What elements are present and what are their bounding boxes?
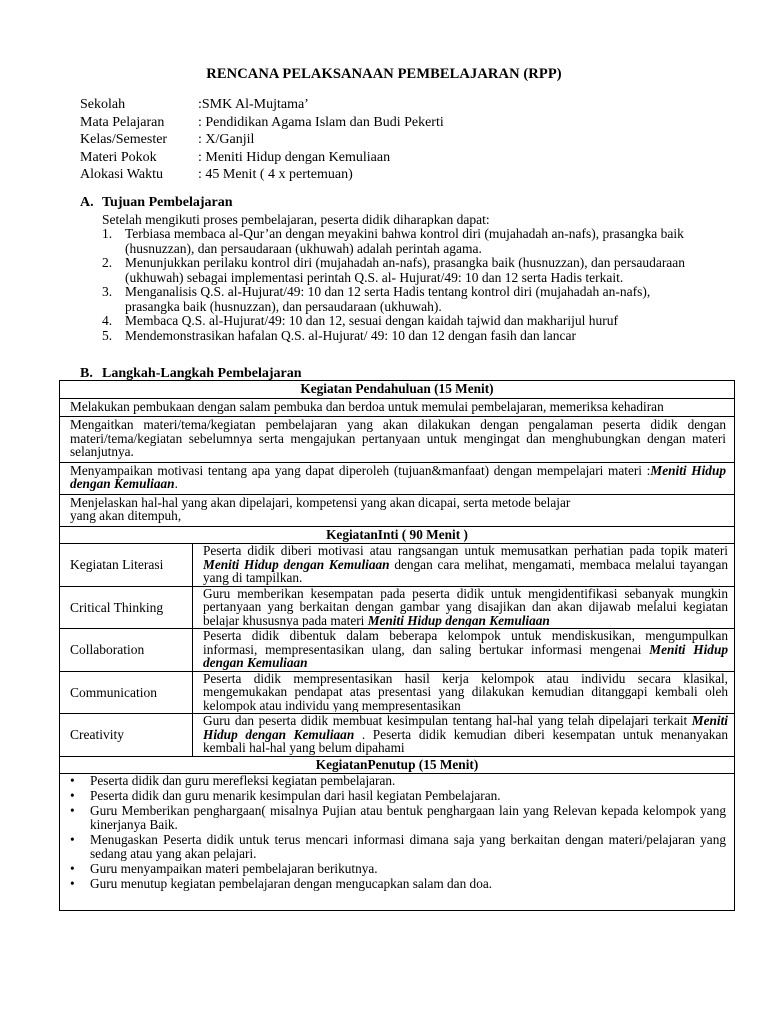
topic-emphasis: Meniti Hidup dengan Kemuliaan bbox=[203, 641, 728, 670]
pendahuluan-step bbox=[60, 494, 735, 526]
desc-text: Guru dan peserta didik membuat kesimpulan tentang hal-hal yang telah dipelajari terkait bbox=[203, 714, 692, 728]
item-number: 5. bbox=[102, 327, 113, 343]
pendahuluan-step: Mengaitkan materi/tema/kegiatan pembelajaran yang akan dilakukan dengan pengalaman peserta didik dengan materi/tema/kegiatan sebelumnya serta mengajukan pertanyaan untuk mengingat dan menghubungkan dengan materi selanjutnya. bbox=[60, 417, 735, 463]
table-row bbox=[60, 417, 735, 463]
penutup-list-cell bbox=[60, 774, 735, 911]
section-title: Tujuan Pembelajaran bbox=[102, 195, 233, 210]
item-text: Membaca Q.S. al-Hujurat/49: 10 dan 12, sesuai dengan kaidah tajwid dan makharijul huruf bbox=[125, 313, 618, 328]
bullet-icon: • bbox=[70, 773, 75, 788]
info-label: Materi Pokok bbox=[80, 149, 157, 165]
list-item bbox=[70, 788, 726, 803]
item-text: Menunjukkan perilaku kontrol diri (mujahadah an-nafs), prasangka baik (husnuzzan), dan persaudaraan (ukhuwah) sebagai implementasi perintah Q.S. al- Hujurat/49: 10 dan 12 serta Hadis terkait. bbox=[125, 255, 686, 285]
section-letter: A. bbox=[80, 195, 94, 210]
identity-block bbox=[80, 96, 444, 184]
section-letter: B. bbox=[80, 366, 93, 381]
item-text: Mendemonstrasikan hafalan Q.S. al-Hujurat/ 49: 10 dan 12 dengan fasih dan lancar bbox=[125, 327, 576, 343]
pendahuluan-step: Melakukan pembukaan dengan salam pembuka dan berdoa untuk memulai pembelajaran, memeriksa kehadiran bbox=[60, 398, 735, 417]
item-text: Guru menyampaikan materi pembelajaran berikutnya. bbox=[90, 861, 378, 876]
desc-text: Peserta didik diberi motivasi atau rangsangan untuk memusatkan perhatian pada topik materi bbox=[203, 544, 728, 558]
step-text: Menjelaskan hal-hal yang akan dipelajari, kompetensi yang akan dicapai, serta metode belajar bbox=[70, 494, 571, 510]
table-row bbox=[60, 381, 735, 399]
activity-label: Critical Thinking bbox=[60, 586, 193, 629]
list-item bbox=[70, 832, 726, 861]
desc-text: Peserta didik dibentuk dalam beberapa kelompok untuk mendiskusikan, mengumpulkan informasi, mempresentasikan ulang, dan saling bertukar informasi mengenai bbox=[203, 629, 728, 657]
step-text: yang akan ditempuh, bbox=[70, 508, 182, 523]
info-value: : Pendidikan Agama Islam dan Budi Pekerti bbox=[198, 114, 444, 130]
list-item bbox=[70, 876, 726, 891]
info-label: Mata Pelajaran bbox=[80, 114, 165, 130]
item-number: 4. bbox=[102, 313, 113, 328]
penutup-list bbox=[70, 774, 726, 891]
table-row bbox=[60, 398, 735, 417]
table-row bbox=[60, 544, 735, 587]
activity-label: Kegiatan Literasi bbox=[60, 544, 193, 587]
info-row-time bbox=[80, 166, 444, 184]
list-item bbox=[70, 773, 726, 788]
item-number: 2. bbox=[102, 255, 113, 270]
table-row bbox=[60, 671, 735, 714]
info-label: Kelas/Semester bbox=[80, 132, 168, 147]
info-value: : Meniti Hidup dengan Kemuliaan bbox=[198, 149, 391, 165]
document-title: RENCANA PELAKSANAAN PEMBELAJARAN (RPP) bbox=[206, 66, 562, 82]
info-label: Sekolah bbox=[80, 97, 126, 112]
table-row bbox=[60, 756, 735, 774]
topic-emphasis: Meniti Hidup dengan Kemuliaan bbox=[70, 462, 727, 491]
info-row-topic bbox=[80, 149, 444, 167]
bullet-icon: • bbox=[70, 803, 75, 818]
bullet-icon: • bbox=[70, 876, 75, 891]
item-text: Peserta didik dan guru menarik kesimpulan dari hasil kegiatan Pembelajaran. bbox=[90, 788, 501, 803]
info-row-school bbox=[80, 96, 444, 114]
desc-text: dengan cara melihat, mengamati, membaca melalui tayangan yang di tampilkan. bbox=[203, 556, 728, 585]
activity-label: Creativity bbox=[60, 714, 193, 757]
item-text: Guru Memberikan penghargaan( misalnya Pujian atau bentuk penghargaan lain yang Relevan kepada kelompok yang kinerjanya Baik. bbox=[90, 803, 726, 832]
item-number: 3. bbox=[102, 284, 113, 299]
bullet-icon: • bbox=[70, 861, 75, 876]
objectives-intro: Setelah mengikuti proses pembelajaran, peserta didik diharapkan dapat: bbox=[102, 212, 490, 227]
item-text: Terbiasa membaca al-Qur’an dengan meyakini bahwa kontrol diri (mujahadah an-nafs), prasangka baik (husnuzzan), dan persaudaraan (ukhuwah) adalah perintah agama. bbox=[125, 226, 684, 256]
desc-text: Guru memberikan kesempatan pada peserta didik untuk mengidentifikasi sebanyak mungkin pertanyaan yang berkaitan dengan gambar yang disajikan dan akan dijawab melalui kegiatan belajar khususnya pada materi bbox=[203, 586, 728, 627]
step-text: Menyampaikan motivasi tentang apa yang dapat diperoleh (tujuan&manfaat) dengan mempelajari materi : bbox=[70, 462, 651, 478]
topic-emphasis: Meniti Hidup dengan Kemuliaan bbox=[203, 556, 390, 572]
section-a-heading bbox=[80, 195, 233, 211]
table-row bbox=[60, 526, 735, 544]
desc-text: Peserta didik mempresentasikan hasil kerja kelompok atau individu secara klasikal, mengemukakan pendapat atas presentasi yang dilakukan kemudian ditanggapi kembali oleh kelompok atau individu yang mempresentasikan bbox=[203, 671, 728, 712]
table-row bbox=[60, 629, 735, 672]
bullet-icon: • bbox=[70, 788, 75, 803]
list-item bbox=[70, 803, 726, 832]
objectives-list bbox=[102, 227, 692, 343]
desc-text: . Peserta didik kemudian diberi kesempatan untuk menanyakan kembali hal-hal yang belum dipahami bbox=[203, 726, 728, 755]
item-text: Guru menutup kegiatan pembelajaran dengan mengucapkan salam dan doa. bbox=[90, 876, 493, 891]
list-item bbox=[102, 227, 692, 256]
penutup-heading: KegiatanPenutup (15 Menit) bbox=[60, 756, 735, 774]
activity-description bbox=[193, 629, 735, 672]
table-row bbox=[60, 714, 735, 757]
info-value: : 45 Menit ( 4 x pertemuan) bbox=[198, 167, 353, 182]
activity-description bbox=[193, 671, 735, 714]
table-row bbox=[60, 586, 735, 629]
info-value: :SMK Al-Mujtama’ bbox=[198, 97, 309, 112]
table-row bbox=[60, 494, 735, 526]
list-item bbox=[102, 314, 692, 329]
activity-label: Collaboration bbox=[60, 629, 193, 672]
item-text: Menugaskan Peserta didik untuk terus mencari informasi dimana saja yang berkaitan dengan materi/pelajaran yang sedang atau yang akan pelajari. bbox=[90, 832, 726, 861]
list-item bbox=[102, 285, 692, 314]
inti-heading: KegiatanInti ( 90 Menit ) bbox=[60, 526, 735, 544]
bullet-icon: • bbox=[70, 832, 75, 847]
pendahuluan-heading: Kegiatan Pendahuluan (15 Menit) bbox=[60, 381, 735, 399]
list-item bbox=[70, 861, 726, 876]
table-row bbox=[60, 774, 735, 911]
list-item bbox=[102, 256, 692, 285]
topic-emphasis: Meniti Hidup dengan Kemuliaan bbox=[203, 714, 728, 742]
step-text: . bbox=[174, 476, 178, 491]
activity-description bbox=[193, 714, 735, 757]
info-row-class bbox=[80, 131, 444, 149]
info-value: : X/Ganjil bbox=[198, 132, 255, 147]
topic-emphasis: Meniti Hidup dengan Kemuliaan bbox=[367, 612, 550, 627]
activity-label: Communication bbox=[60, 671, 193, 714]
activity-description bbox=[193, 586, 735, 629]
activity-description bbox=[193, 544, 735, 587]
info-row-subject bbox=[80, 114, 444, 132]
pendahuluan-step bbox=[60, 462, 735, 494]
item-number: 1. bbox=[102, 226, 113, 241]
list-item bbox=[102, 329, 692, 344]
lesson-steps-table bbox=[59, 380, 735, 911]
info-label: Alokasi Waktu bbox=[80, 167, 163, 182]
section-title: Langkah-Langkah Pembelajaran bbox=[102, 366, 302, 381]
table-row bbox=[60, 462, 735, 494]
item-text: Menganalisis Q.S. al-Hujurat/49: 10 dan 12 serta Hadis tentang kontrol diri (mujahadah an-nafs), prasangka baik (husnuzzan), dan persaudaraan (ukhuwah). bbox=[125, 284, 651, 314]
item-text: Peserta didik dan guru merefleksi kegiatan pembelajaran. bbox=[90, 773, 396, 788]
